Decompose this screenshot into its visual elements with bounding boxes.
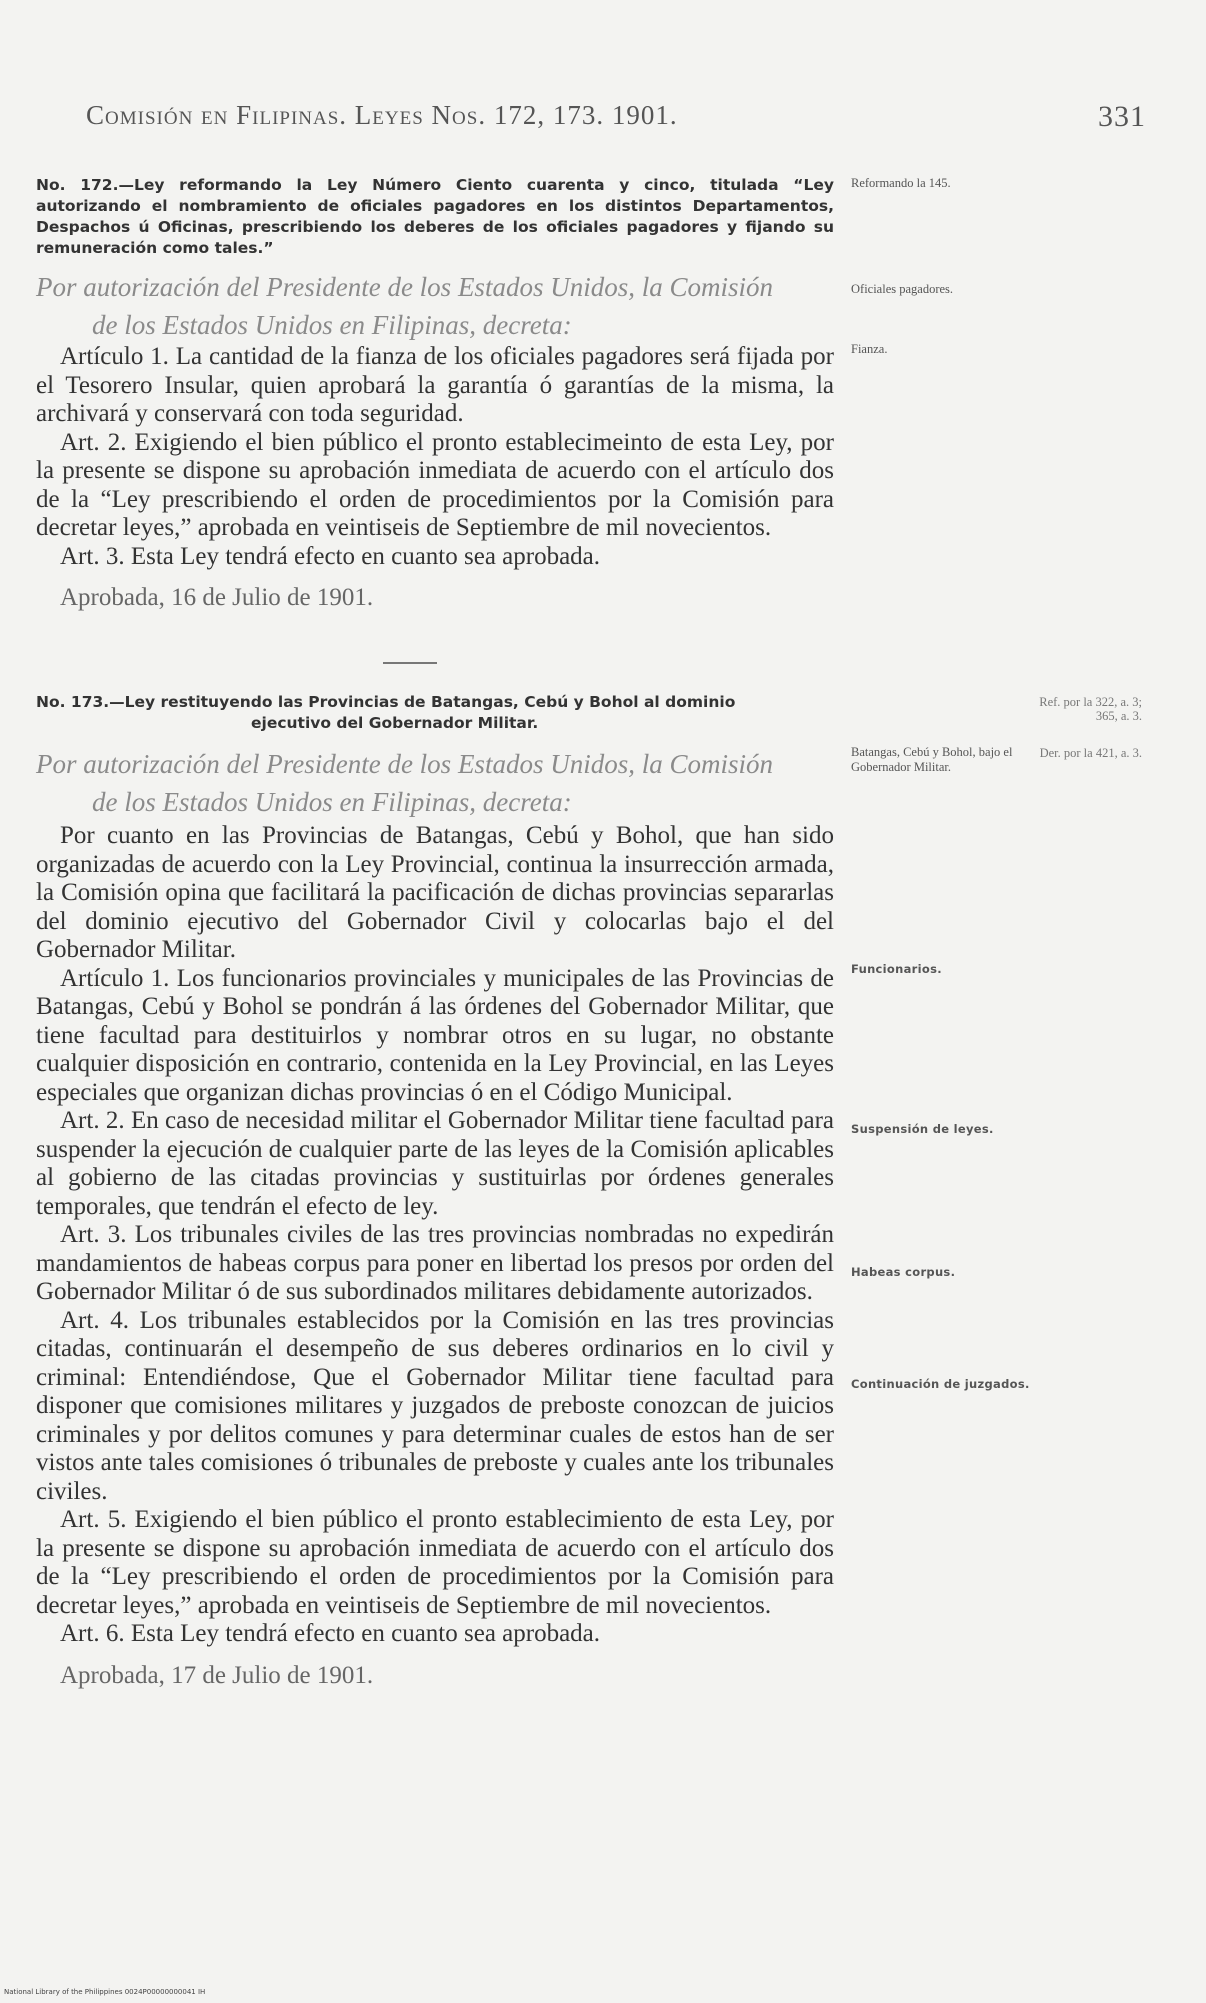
running-head [86, 100, 1146, 140]
margin-ref-amended: Ref. por la 322, a. 3; 365, a. 3. [1039, 695, 1142, 723]
law-172-title: No. 172.—Ley reformando la Ley Número Ciento cuarenta y cinco, titulada “Ley autorizando el nombramiento de oficiales pagadores en los distintos Departamentos, Despachos ú Oficinas, prescribiendo los deberes de los oficiales pagadores y fijando su remuneración como tales.” [36, 176, 834, 257]
margin-note-funcionarios: Funcionarios. [851, 962, 942, 976]
law-172-approved: Aprobada, 16 de Julio de 1901. [60, 584, 374, 611]
law-173-article-2: Art. 2. En caso de necesidad militar el Gobernador Militar tiene facultad para suspender la ejecución de cualquier parte de las leyes de la Comisión aplicables al gobierno de las citadas provincias y sustituirlas por órdenes generales temporales, que tendrán el efecto de ley. [36, 1107, 834, 1220]
law-173-article-3: Art. 3. Los tribunales civiles de las tres provincias nombradas no expedirán mandamientos de habeas corpus para poner en libertad los presos por orden del Gobernador Militar ó de sus subordinados militares debidamente autorizados. [36, 1221, 834, 1305]
law-172-preamble [36, 268, 834, 344]
law-173-whereas: Por cuanto en las Provincias de Batangas, Cebú y Bohol, que han sido organizadas de acuerdo con la Ley Provincial, continua la insurrección armada, la Comisión opina que facilitará la pacificación de dichas provincias separarlas del dominio ejecutivo del Gobernador Civil y colocarlas bajo el del Gobernador Militar. [36, 822, 834, 963]
margin-note-oficiales: Oficiales pagadores. [851, 282, 954, 296]
law-173-title-line-2: ejecutivo del Gobernador Militar. [251, 714, 539, 732]
section-divider [383, 662, 437, 664]
running-head-title: Comisión en Filipinas. Leyes Nos. 172, 173. 1901. [86, 100, 678, 130]
margin-note-continuacion: Continuación de juzgados. [851, 1377, 1030, 1391]
law-172-title-block [36, 175, 834, 259]
law-172-body [36, 343, 834, 613]
law-173-article-4: Art. 4. Los tribunales establecidos por la Comisión en las tres provincias citadas, continuarán el desempeño de sus deberes ordinarios en lo civil y criminal: Entendiéndose, Que el Gobernador Militar tiene facultad para disponer que comisiones militares y juzgados de preboste conozcan de juicios criminales y por delitos comunes y para determinar cuales de estos han de ser vistos ante tales comisiones ó tribunales de preboste y cuales ante los tribunales civiles. [36, 1306, 834, 1505]
preamble-line-2: de los Estados Unidos en Filipinas, decreta: [92, 310, 572, 340]
law-173-article-6: Art. 6. Esta Ley tendrá efecto en cuanto sea aprobada. [60, 1620, 601, 1647]
law-173-approved: Aprobada, 17 de Julio de 1901. [60, 1661, 374, 1689]
law-173-title-block [36, 692, 834, 734]
law-172-article-1: Artículo 1. La cantidad de la fianza de los oficiales pagadores será fijada por el Tesorero Insular, quien aprobará la garantía ó garantías de la misma, la archivará y conservará con toda seguridad. [36, 343, 834, 427]
law-173-article-5: Art. 5. Exigiendo el bien público el pronto establecimiento de esta Ley, por la presente se dispone su aprobación inmediata de acuerdo con el artículo dos de la “Ley prescribiendo el orden de procedimientos por la Comisión para decretar leyes,” aprobada en veintiseis de Septiembre de mil novecientos. [36, 1506, 834, 1619]
margin-note-habeas: Habeas corpus. [851, 1265, 956, 1279]
margin-note-suspension: Suspensión de leyes. [851, 1122, 994, 1136]
margin-note-batangas: Batangas, Cebú y Bohol, bajo el Gobernador Militar. [851, 745, 1013, 774]
page-number: 331 [1098, 100, 1146, 133]
margin-note-reformando: Reformando la 145. [851, 176, 951, 190]
preamble-line-1: Por autorización del Presidente de los Estados Unidos, la Comisión [36, 749, 773, 779]
law-173-preamble [36, 745, 834, 821]
law-173-article-1: Artículo 1. Los funcionarios provinciales y municipales de las Provincias de Batangas, Cebú y Bohol se pondrán á las órdenes del Gobernador Militar, que tiene facultad para destituirlos y nombrar otros en su lugar, no obstante cualquier disposición en contrario, contenida en la Ley Provincial, en las Leyes especiales que organizan dichas provincias ó en el Código Municipal. [36, 964, 834, 1106]
law-172-article-2: Art. 2. Exigiendo el bien público el pronto establecimeinto de esta Ley, por la presente se dispone su aprobación inmediata de acuerdo con el artículo dos de la “Ley prescribiendo el orden de procedimientos por la Comisión para decretar leyes,” aprobada en veintiseis de Septiembre de mil novecientos. [36, 428, 834, 541]
law-173-body [36, 822, 834, 1691]
margin-note-fianza: Fianza. [851, 342, 888, 356]
law-172-article-3: Art. 3. Esta Ley tendrá efecto en cuanto sea aprobada. [60, 542, 601, 570]
margin-ref-repealed: Der. por la 421, a. 3. [1039, 746, 1142, 760]
footer-attribution: National Library of the Philippines 0024P00000000041 IH [4, 1988, 206, 1996]
preamble-line-2: de los Estados Unidos en Filipinas, decreta: [92, 787, 572, 817]
preamble-line-1: Por autorización del Presidente de los Estados Unidos, la Comisión [36, 272, 773, 302]
law-173-title-line-1: No. 173.—Ley restituyendo las Provincias de Batangas, Cebú y Bohol al dominio [36, 693, 736, 711]
